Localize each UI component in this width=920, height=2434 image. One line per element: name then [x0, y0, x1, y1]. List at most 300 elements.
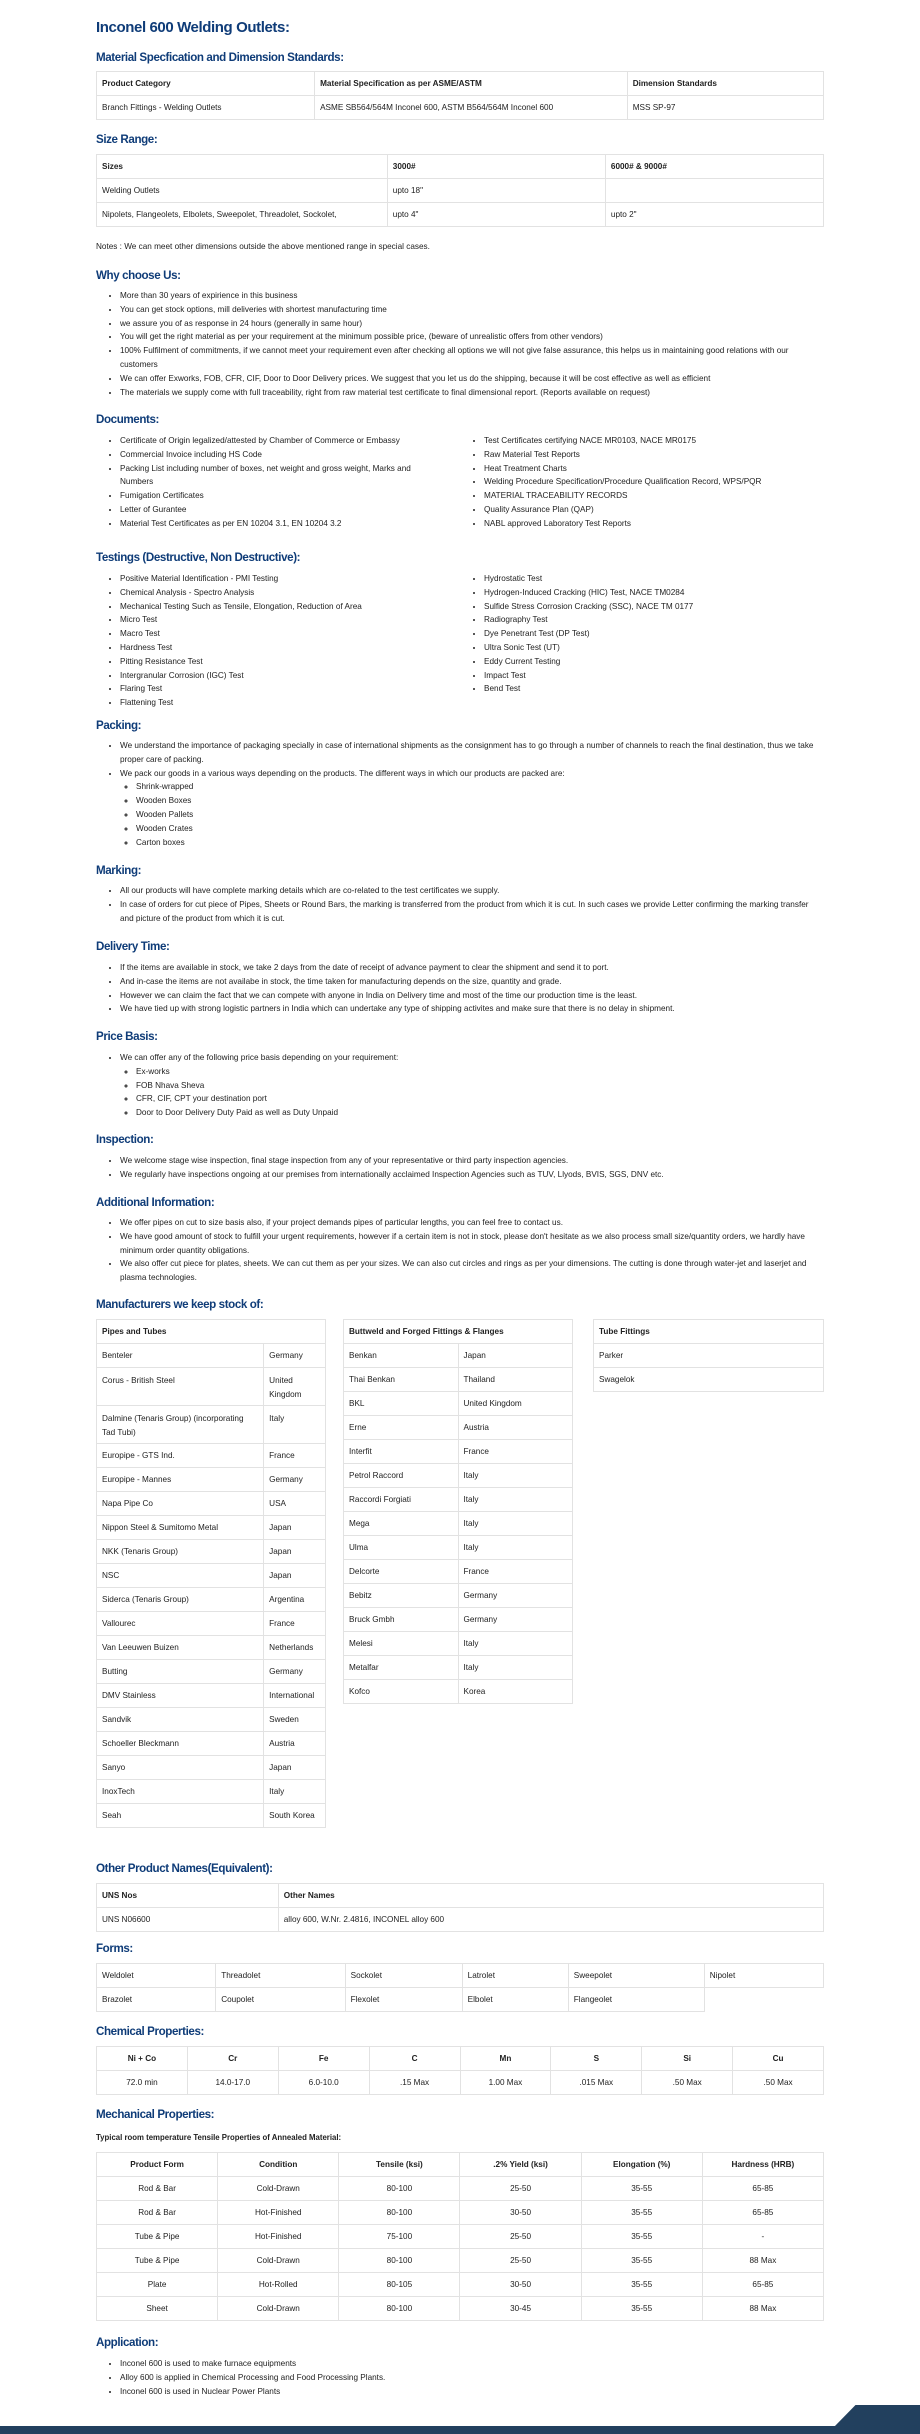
- mechanical-cell: 35-55: [581, 2273, 702, 2297]
- page-title: Inconel 600 Welding Outlets:: [96, 19, 290, 36]
- pipes-table-wrap: [96, 1319, 326, 1828]
- mechanical-cell: 30-50: [460, 2273, 581, 2297]
- list-item-text: We can offer any of the following price basis depending on your requirement:: [120, 1053, 399, 1062]
- manufacturer-country: Netherlands: [264, 1636, 326, 1660]
- manufacturer-name: Interfit: [344, 1440, 459, 1464]
- pipes-header: Pipes and Tubes: [97, 1320, 326, 1344]
- table-cell: upto 18": [387, 179, 605, 203]
- table-cell: ASME SB564/564M Inconel 600, ASTM B564/564M Inconel 600: [315, 96, 628, 120]
- table-row: [97, 1588, 326, 1612]
- mechanical-cell: 35-55: [581, 2177, 702, 2201]
- manufacturer-country: Japan: [264, 1516, 326, 1540]
- manufacturer-name: Bebitz: [344, 1584, 459, 1608]
- inspection-heading: Inspection:: [96, 1133, 154, 1146]
- manufacturer-name: Van Leeuwen Buizen: [97, 1636, 264, 1660]
- testings-columns: [96, 572, 824, 710]
- table-row: [97, 179, 824, 203]
- manufacturer-country: United Kingdom: [264, 1368, 326, 1406]
- table-row: [97, 2273, 824, 2297]
- table-cell: Sockolet: [345, 1964, 462, 1988]
- table-row: [344, 1560, 573, 1584]
- manufacturer-country: Japan: [264, 1756, 326, 1780]
- manufacturer-country: Germany: [458, 1584, 573, 1608]
- list-item: • Flaring Test: [120, 682, 460, 696]
- manufacturer-country: United Kingdom: [458, 1392, 573, 1416]
- table-row: [97, 1908, 824, 1932]
- other-names-heading: Other Product Names(Equivalent):: [96, 1862, 273, 1875]
- table-row: [97, 2249, 824, 2273]
- list-item: • Raw Material Test Reports: [484, 448, 824, 462]
- list-item: • Bend Test: [484, 682, 824, 696]
- manufacturer-name: InoxTech: [97, 1780, 264, 1804]
- mechanical-cell: Rod & Bar: [97, 2201, 218, 2225]
- mechanical-cell: 80-100: [339, 2297, 460, 2321]
- mechanical-cell: 35-55: [581, 2201, 702, 2225]
- table-row: [97, 1708, 326, 1732]
- manufacturer-country: Italy: [458, 1488, 573, 1512]
- testings-left-list: [96, 572, 460, 710]
- size-header: Sizes: [97, 155, 388, 179]
- table-cell: Nipolets, Flangeolets, Elbolets, Sweepolet, Threadolet, Sockolet,: [97, 203, 388, 227]
- manufacturer-name: Raccordi Forgiati: [344, 1488, 459, 1512]
- list-item: • Welding Procedure Specification/Procedure Qualification Record, WPS/PQR: [484, 475, 824, 489]
- manufacturer-name: Vallourec: [97, 1612, 264, 1636]
- manufacturer-country: Germany: [264, 1468, 326, 1492]
- table-row: [594, 1344, 824, 1368]
- list-item: • Packing List including number of boxes, net weight and gross weight, Marks and Numbers: [120, 462, 440, 490]
- table-cell: Parker: [594, 1344, 824, 1368]
- table-row: [97, 1804, 326, 1828]
- forms-table-wrap: [96, 1963, 824, 2012]
- chemical-element-header: Cu: [733, 2047, 824, 2071]
- list-item: • And in-case the items are not availabe in stock, the time taken for manufacturing depends on the size, quantity and grade.: [120, 975, 824, 989]
- mechanical-cell: 65-85: [702, 2201, 823, 2225]
- table-row: [344, 1344, 573, 1368]
- list-item: • Test Certificates certifying NACE MR0103, NACE MR0175: [484, 434, 824, 448]
- mechanical-cell: Hot-Rolled: [218, 2273, 339, 2297]
- chemical-value: .50 Max: [642, 2071, 733, 2095]
- mechanical-header: Condition: [218, 2153, 339, 2177]
- table-cell: alloy 600, W.Nr. 2.4816, INCONEL alloy 600: [278, 1908, 823, 1932]
- manufacturer-name: Mega: [344, 1512, 459, 1536]
- chemical-value: .15 Max: [369, 2071, 460, 2095]
- manufacturer-name: NSC: [97, 1564, 264, 1588]
- mechanical-cell: Cold-Drawn: [218, 2297, 339, 2321]
- chemical-table-wrap: [96, 2046, 824, 2095]
- table-row: [344, 1680, 573, 1704]
- table-cell: Swagelok: [594, 1368, 824, 1392]
- inspection-list: [96, 1154, 824, 1182]
- list-item: • Letter of Gurantee: [120, 503, 440, 517]
- list-item: • Hydrogen-Induced Cracking (HIC) Test, NACE TM0284: [484, 586, 824, 600]
- manufacturer-name: Schoeller Bleckmann: [97, 1732, 264, 1756]
- manufacturer-name: Dalmine (Tenaris Group) (incorporating Tad Tubi): [97, 1406, 264, 1444]
- chemical-value: .50 Max: [733, 2071, 824, 2095]
- sub-list-item: ◦ Wooden Crates: [136, 822, 824, 836]
- manufacturer-country: Italy: [458, 1464, 573, 1488]
- additional-heading: Additional Information:: [96, 1196, 215, 1209]
- list-item: • Flattening Test: [120, 696, 460, 710]
- list-item: • Intergranular Corrosion (IGC) Test: [120, 669, 460, 683]
- table-row: [97, 1988, 824, 2012]
- spec-header: Dimension Standards: [627, 72, 823, 96]
- mechanical-header: Tensile (ksi): [339, 2153, 460, 2177]
- delivery-list: [96, 961, 824, 1016]
- table-cell: Welding Outlets: [97, 179, 388, 203]
- chemical-element-header: Mn: [460, 2047, 551, 2071]
- other-names-table: [96, 1883, 824, 1932]
- mechanical-cell: 30-45: [460, 2297, 581, 2321]
- mechanical-cell: 25-50: [460, 2225, 581, 2249]
- manufacturer-country: Italy: [458, 1512, 573, 1536]
- manufacturer-country: Japan: [264, 1564, 326, 1588]
- manufacturer-country: Italy: [264, 1780, 326, 1804]
- mechanical-cell: 65-85: [702, 2273, 823, 2297]
- list-item: • The materials we supply come with full traceability, right from raw material test certificate to final dimensional report. (Reports available on request): [120, 386, 824, 400]
- fittings-table-wrap: [343, 1319, 573, 1704]
- list-item: • We regularly have inspections ongoing at our premises from internationally acclaimed Inspection Agencies such as TUV, Llyods, BVIS, SGS, DNV etc.: [120, 1168, 824, 1182]
- chemical-value: 6.0-10.0: [278, 2071, 369, 2095]
- list-item: • Certificate of Origin legalized/attested by Chamber of Commerce or Embassy: [120, 434, 440, 448]
- table-row: [97, 1756, 326, 1780]
- table-cell: upto 4": [387, 203, 605, 227]
- testings-right-list: [460, 572, 824, 696]
- table-row: [97, 1636, 326, 1660]
- table-row: [97, 96, 824, 120]
- mechanical-cell: Cold-Drawn: [218, 2177, 339, 2201]
- manufacturer-country: Italy: [458, 1536, 573, 1560]
- table-row: [97, 1516, 326, 1540]
- manufacturer-country: Italy: [458, 1632, 573, 1656]
- manufacturer-name: Europipe - Mannes: [97, 1468, 264, 1492]
- manufacturer-country: Italy: [264, 1406, 326, 1444]
- other-names-header: Other Names: [278, 1884, 823, 1908]
- table-row: [97, 1492, 326, 1516]
- table-cell: Flangeolet: [568, 1988, 704, 2012]
- list-item: • Material Test Certificates as per EN 10204 3.1, EN 10204 3.2: [120, 517, 440, 531]
- list-item: • You will get the right material as per your requirement at the minimum possible price, (beware of unrealistic offers from other vendors): [120, 330, 824, 344]
- chemical-heading: Chemical Properties:: [96, 2025, 204, 2038]
- mechanical-header: .2% Yield (ksi): [460, 2153, 581, 2177]
- list-item: • We understand the importance of packaging specially in case of international shipments as the consignment has to go through a number of channels to reach the final destination, thus we take proper care of packing.: [120, 739, 824, 767]
- mechanical-cell: 65-85: [702, 2177, 823, 2201]
- table-row: [97, 1344, 326, 1368]
- manufacturer-name: Delcorte: [344, 1560, 459, 1584]
- testings-heading: Testings (Destructive, Non Destructive):: [96, 551, 301, 564]
- forms-table: [96, 1963, 824, 2012]
- table-cell: Coupolet: [216, 1988, 345, 2012]
- list-item-text: We pack our goods in a various ways depending on the products. The different ways in which our products are packed are:: [120, 768, 565, 778]
- list-item: • Mechanical Testing Such as Tensile, Elongation, Reduction of Area: [120, 600, 460, 614]
- mechanical-table: [96, 2152, 824, 2321]
- table-row: [97, 2201, 824, 2225]
- packing-sublist: [120, 780, 824, 849]
- sub-list-item: ◦ Wooden Boxes: [136, 794, 824, 808]
- sub-list-item: ◦ Carton boxes: [136, 836, 824, 850]
- list-item: • NABL approved Laboratory Test Reports: [484, 517, 824, 531]
- mechanical-cell: -: [702, 2225, 823, 2249]
- sub-list-item: ◦ Ex-works: [136, 1065, 824, 1079]
- manufacturer-country: France: [264, 1444, 326, 1468]
- mechanical-cell: 75-100: [339, 2225, 460, 2249]
- list-item: • Dye Penetrant Test (DP Test): [484, 627, 824, 641]
- mechanical-header: Hardness (HRB): [702, 2153, 823, 2177]
- manufacturer-name: Benkan: [344, 1344, 459, 1368]
- manufacturer-country: Italy: [458, 1656, 573, 1680]
- table-row: [97, 2177, 824, 2201]
- table-row: [344, 1440, 573, 1464]
- mechanical-heading: Mechanical Properties:: [96, 2108, 215, 2121]
- list-item: • Fumigation Certificates: [120, 489, 440, 503]
- list-item: • Alloy 600 is applied in Chemical Processing and Food Processing Plants.: [120, 2371, 824, 2385]
- mechanical-cell: 80-100: [339, 2249, 460, 2273]
- manufacturer-country: France: [458, 1560, 573, 1584]
- mechanical-cell: 30-50: [460, 2201, 581, 2225]
- table-row: [97, 1660, 326, 1684]
- table-cell: Nipolet: [704, 1964, 823, 1988]
- list-item: • Hardness Test: [120, 641, 460, 655]
- mechanical-header: Elongation (%): [581, 2153, 702, 2177]
- spec-heading: Material Specfication and Dimension Standards:: [96, 51, 344, 64]
- table-row: [97, 2297, 824, 2321]
- manufacturer-name: Benteler: [97, 1344, 264, 1368]
- list-item: • Quality Assurance Plan (QAP): [484, 503, 824, 517]
- table-row: [97, 203, 824, 227]
- size-header: 6000# & 9000#: [605, 155, 823, 179]
- manufacturer-name: Thai Benkan: [344, 1368, 459, 1392]
- manufacturer-country: Japan: [264, 1540, 326, 1564]
- mechanical-cell: Sheet: [97, 2297, 218, 2321]
- size-header: 3000#: [387, 155, 605, 179]
- chemical-element-header: C: [369, 2047, 460, 2071]
- list-item: • Eddy Current Testing: [484, 655, 824, 669]
- table-row: [344, 1488, 573, 1512]
- chemical-element-header: Fe: [278, 2047, 369, 2071]
- manufacturer-name: DMV Stainless: [97, 1684, 264, 1708]
- table-cell: MSS SP-97: [627, 96, 823, 120]
- mechanical-cell: 25-50: [460, 2249, 581, 2273]
- list-item: • If the items are available in stock, we take 2 days from the date of receipt of advance payment to clear the shipment and send it to port.: [120, 961, 824, 975]
- mechanical-table-wrap: [96, 2152, 824, 2321]
- manufacturer-name: Seah: [97, 1804, 264, 1828]
- list-item: • Pitting Resistance Test: [120, 655, 460, 669]
- table-cell: Latrolet: [462, 1964, 568, 1988]
- mechanical-cell: 80-105: [339, 2273, 460, 2297]
- list-item: • More than 30 years of expirience in this business: [120, 289, 824, 303]
- table-cell: Threadolet: [216, 1964, 345, 1988]
- table-row: [344, 1608, 573, 1632]
- size-range-table: [96, 154, 824, 227]
- chemical-value: .015 Max: [551, 2071, 642, 2095]
- manufacturers-heading: Manufacturers we keep stock of:: [96, 1298, 264, 1311]
- list-item: • Hydrostatic Test: [484, 572, 824, 586]
- manufacturer-name: Europipe - GTS Ind.: [97, 1444, 264, 1468]
- table-row: [344, 1632, 573, 1656]
- list-item: • You can get stock options, mill deliveries with shortest manufacturing time: [120, 303, 824, 317]
- table-row: [97, 1732, 326, 1756]
- list-item: • Impact Test: [484, 669, 824, 683]
- list-item: • We can offer Exworks, FOB, CFR, CIF, Door to Door Delivery prices. We suggest that you let us do the shipping, because it will be cost effective as well as efficient: [120, 372, 824, 386]
- chemical-element-header: Cr: [187, 2047, 278, 2071]
- list-item: • Radiography Test: [484, 613, 824, 627]
- application-heading: Application:: [96, 2336, 159, 2349]
- price-list: [96, 1051, 824, 1120]
- table-row: [97, 1540, 326, 1564]
- additional-list: [96, 1216, 824, 1285]
- table-row: [97, 1406, 326, 1444]
- list-item: • we assure you of as response in 24 hours (generally in same hour): [120, 317, 824, 331]
- manufacturer-name: Kofco: [344, 1680, 459, 1704]
- spec-table-wrap: [96, 71, 824, 120]
- manufacturer-country: USA: [264, 1492, 326, 1516]
- sub-list-item: ◦ FOB Nhava Sheva: [136, 1079, 824, 1093]
- manufacturer-name: NKK (Tenaris Group): [97, 1540, 264, 1564]
- manufacturer-country: Germany: [264, 1660, 326, 1684]
- manufacturer-country: Germany: [264, 1344, 326, 1368]
- list-item: • We also offer cut piece for plates, sheets. We can cut them as per your sizes. We can also cut circles and rings as per your dimensions. The cutting is done through water-jet and laserjet and plasma technologies.: [120, 1257, 824, 1285]
- chemical-value: 1.00 Max: [460, 2071, 551, 2095]
- size-range-heading: Size Range:: [96, 133, 158, 146]
- chemical-element-header: Ni + Co: [97, 2047, 188, 2071]
- table-row: [97, 1564, 326, 1588]
- documents-left-list: [96, 434, 460, 531]
- mechanical-cell: Cold-Drawn: [218, 2249, 339, 2273]
- table-cell: UNS N06600: [97, 1908, 279, 1932]
- manufacturer-name: Butting: [97, 1660, 264, 1684]
- table-cell: upto 2": [605, 203, 823, 227]
- manufacturer-name: Nippon Steel & Sumitomo Metal: [97, 1516, 264, 1540]
- mechanical-subtitle: Typical room temperature Tensile Properties of Annealed Material:: [96, 2133, 342, 2142]
- why-heading: Why choose Us:: [96, 269, 181, 282]
- table-row: [97, 1368, 326, 1406]
- table-row: [97, 1684, 326, 1708]
- table-row: [97, 1964, 824, 1988]
- size-note: Notes : We can meet other dimensions outside the above mentioned range in special cases.: [96, 242, 430, 251]
- mechanical-header: Product Form: [97, 2153, 218, 2177]
- mechanical-cell: Hot-Finished: [218, 2201, 339, 2225]
- chemical-table: [96, 2046, 824, 2095]
- other-names-header: UNS Nos: [97, 1884, 279, 1908]
- mechanical-cell: 35-55: [581, 2249, 702, 2273]
- mechanical-cell: Tube & Pipe: [97, 2249, 218, 2273]
- mechanical-cell: Hot-Finished: [218, 2225, 339, 2249]
- list-item: • All our products will have complete marking details which are co-related to the test certificates we supply.: [120, 884, 824, 898]
- fittings-header: Buttweld and Forged Fittings & Flanges: [344, 1320, 573, 1344]
- empty-cell: [704, 1988, 823, 2012]
- manufacturer-name: Ulma: [344, 1536, 459, 1560]
- manufacturer-name: Metalfar: [344, 1656, 459, 1680]
- sub-list-item: ◦ Shrink-wrapped: [136, 780, 824, 794]
- chemical-element-header: S: [551, 2047, 642, 2071]
- mechanical-cell: 88 Max: [702, 2249, 823, 2273]
- mechanical-cell: 80-100: [339, 2201, 460, 2225]
- manufacturer-country: Thailand: [458, 1368, 573, 1392]
- manufacturer-name: Corus - British Steel: [97, 1368, 264, 1406]
- manufacturer-country: Japan: [458, 1344, 573, 1368]
- list-item: • Chemical Analysis - Spectro Analysis: [120, 586, 460, 600]
- list-item: • Macro Test: [120, 627, 460, 641]
- spec-header: Product Category: [97, 72, 315, 96]
- tube-fittings-table-wrap: [593, 1319, 824, 1392]
- chemical-value: 72.0 min: [97, 2071, 188, 2095]
- table-row: [594, 1368, 824, 1392]
- mechanical-cell: 25-50: [460, 2177, 581, 2201]
- price-heading: Price Basis:: [96, 1030, 158, 1043]
- mechanical-cell: Rod & Bar: [97, 2177, 218, 2201]
- list-item: • We offer pipes on cut to size basis also, if your project demands pipes of particular lengths, you can feel free to contact us.: [120, 1216, 824, 1230]
- footer-bar: [0, 2426, 920, 2434]
- table-cell: Flexolet: [345, 1988, 462, 2012]
- table-cell: Sweepolet: [568, 1964, 704, 1988]
- manufacturer-name: Bruck Gmbh: [344, 1608, 459, 1632]
- delivery-heading: Delivery Time:: [96, 940, 170, 953]
- list-item: • MATERIAL TRACEABILITY RECORDS: [484, 489, 824, 503]
- pipes-tubes-table: [96, 1319, 326, 1828]
- documents-heading: Documents:: [96, 413, 159, 426]
- mechanical-cell: 88 Max: [702, 2297, 823, 2321]
- sub-list-item: ◦ CFR, CIF, CPT your destination port: [136, 1092, 824, 1106]
- manufacturer-country: France: [458, 1440, 573, 1464]
- list-item: • We have good amount of stock to fulfill your urgent requirements, however if a certain item is not in stock, please don't hesitate as we also process small size/quantity orders, we hardly have minimum order quantity obligations.: [120, 1230, 824, 1258]
- list-item: [120, 767, 824, 850]
- table-cell: [605, 179, 823, 203]
- list-item: • Positive Material Identification - PMI Testing: [120, 572, 460, 586]
- list-item: [120, 1051, 824, 1120]
- tube-fittings-table: [593, 1319, 824, 1392]
- table-row: [344, 1392, 573, 1416]
- table-row: [97, 2225, 824, 2249]
- list-item: • However we can claim the fact that we can compete with anyone in India on Delivery time and most of the time our production time is the least.: [120, 989, 824, 1003]
- list-item: • Heat Treatment Charts: [484, 462, 824, 476]
- table-row: [344, 1416, 573, 1440]
- table-row: [344, 1584, 573, 1608]
- list-item: • Inconel 600 is used to make furnace equipments: [120, 2357, 824, 2371]
- marking-heading: Marking:: [96, 864, 142, 877]
- fittings-flanges-table: [343, 1319, 573, 1704]
- manufacturer-country: Sweden: [264, 1708, 326, 1732]
- mechanical-cell: 80-100: [339, 2177, 460, 2201]
- table-row: [344, 1512, 573, 1536]
- spec-header: Material Specification as per ASME/ASTM: [315, 72, 628, 96]
- table-cell: Weldolet: [97, 1964, 216, 1988]
- list-item: • Micro Test: [120, 613, 460, 627]
- sub-list-item: ◦ Door to Door Delivery Duty Paid as well as Duty Unpaid: [136, 1106, 824, 1120]
- manufacturer-country: Austria: [264, 1732, 326, 1756]
- table-cell: Elbolet: [462, 1988, 568, 2012]
- tube-fittings-header: Tube Fittings: [594, 1320, 824, 1344]
- sub-list-item: ◦ Wooden Pallets: [136, 808, 824, 822]
- chemical-element-header: Si: [642, 2047, 733, 2071]
- list-item: • Commercial Invoice including HS Code: [120, 448, 440, 462]
- manufacturer-name: Petrol Raccord: [344, 1464, 459, 1488]
- table-row: [97, 2071, 824, 2095]
- table-row: [344, 1464, 573, 1488]
- documents-columns: [96, 434, 824, 531]
- packing-list: [96, 739, 824, 849]
- footer-tab: [834, 2405, 920, 2427]
- manufacturer-country: France: [264, 1612, 326, 1636]
- manufacturer-country: Austria: [458, 1416, 573, 1440]
- packing-heading: Packing:: [96, 719, 142, 732]
- table-row: [97, 1468, 326, 1492]
- table-row: [97, 1444, 326, 1468]
- list-item: • Ultra Sonic Test (UT): [484, 641, 824, 655]
- table-row: [344, 1536, 573, 1560]
- mechanical-cell: 35-55: [581, 2225, 702, 2249]
- manufacturer-country: International: [264, 1684, 326, 1708]
- manufacturer-country: Korea: [458, 1680, 573, 1704]
- manufacturer-name: Melesi: [344, 1632, 459, 1656]
